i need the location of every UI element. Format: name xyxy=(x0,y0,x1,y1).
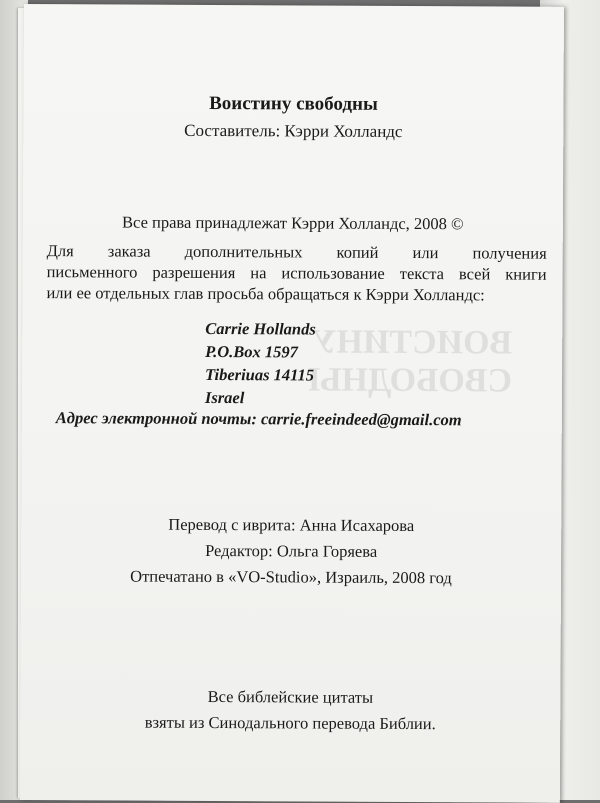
quotes-note-line: взяты из Синодального перевода Библии. xyxy=(144,712,436,734)
book-title: Воистину свободны xyxy=(209,92,378,115)
editor-line: Редактор: Ольга Горяева xyxy=(205,540,378,561)
address-name: Carrie Hollands xyxy=(205,318,316,339)
quotes-note-line: Все библейские цитаты xyxy=(207,686,374,707)
printed-line: Отпечатано в «VO-Studio», Израиль, 2008 год xyxy=(130,566,452,588)
request-line: Для заказа дополнительных копий или получения xyxy=(46,241,547,263)
book-page xyxy=(20,4,564,803)
translator-line: Перевод с иврита: Анна Исахарова xyxy=(168,514,415,536)
request-paragraph xyxy=(46,240,546,306)
request-line: или ее отдельных глав просьба обращаться к Кэрри Холландс: xyxy=(46,283,485,305)
email-line: Адрес электронной почты: carrie.freeindeed@gmail.com xyxy=(55,408,462,430)
compiler-line: Составитель: Кэрри Холландс xyxy=(184,120,403,141)
bleed-through-text: ВОИСТИНУ СВОБОДНЫ xyxy=(308,323,513,400)
request-line: письменного разрешения на использование текста всей книги xyxy=(46,262,547,284)
address-country: Israel xyxy=(204,387,245,408)
address-city: Tiberiuas 14115 xyxy=(205,364,315,385)
postal-address xyxy=(205,317,316,410)
copyright-line: Все права принадлежат Кэрри Холландс, 2008 © xyxy=(122,212,464,234)
address-pobox: P.O.Box 1597 xyxy=(205,341,298,362)
